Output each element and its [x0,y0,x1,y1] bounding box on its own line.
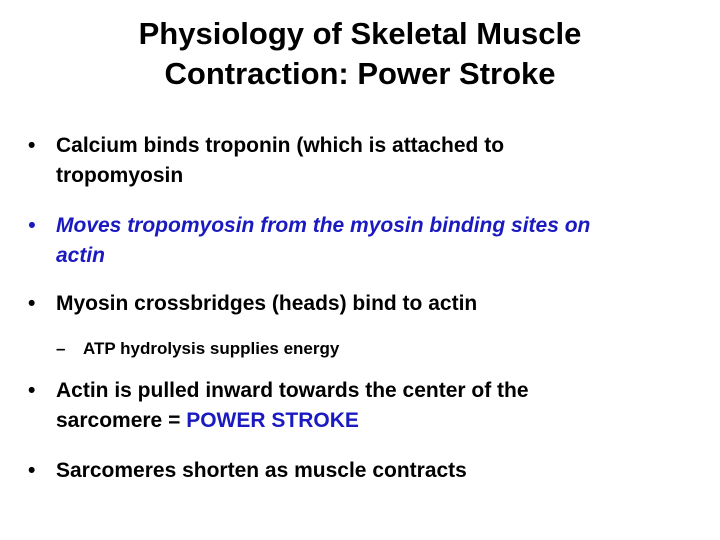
bullet-mark: • [28,379,36,402]
sub-bullet-mark: – [56,339,66,358]
bullet-text [56,131,504,191]
bullet-moves-tropomyosin [28,211,678,273]
bullet-line-1: Myosin crossbridges (heads) bind to actin [56,292,478,315]
sub-bullet-atp [56,335,616,363]
bullet-line-2: tropomyosin [56,164,184,187]
bullet-mark: • [28,214,36,237]
bullet-line-1: Calcium binds troponin (which is attached to [56,134,505,157]
bullet-line-1: Sarcomeres shorten as muscle contracts [56,459,467,482]
bullet-text [56,456,467,486]
title-line-1: Physiology of Skeletal Muscle [138,16,582,51]
bullet-line-2-prefix: sarcomere = [56,409,187,432]
bullet-line-2: actin [56,244,106,267]
bullet-mark: • [28,134,36,157]
bullet-line-1: Moves tropomyosin from the myosin binding sites on [56,214,591,237]
bullet-myosin-crossbridges [28,289,678,321]
sub-bullet-text: ATP hydrolysis supplies energy [83,339,340,358]
bullet-sarcomeres-shorten [28,456,678,488]
bullet-text [56,376,529,436]
bullet-text [56,211,590,271]
title-line-2: Contraction: Power Stroke [164,56,556,91]
bullet-mark: • [28,459,36,482]
bullet-text [56,289,477,319]
bullet-line-2 [56,406,529,436]
power-stroke-highlight: POWER STROKE [186,409,359,432]
bullet-line-1: Actin is pulled inward towards the center of the [56,379,529,402]
bullet-actin-pulled [28,376,678,438]
bullet-mark: • [28,292,36,315]
bullet-calcium [28,131,678,193]
